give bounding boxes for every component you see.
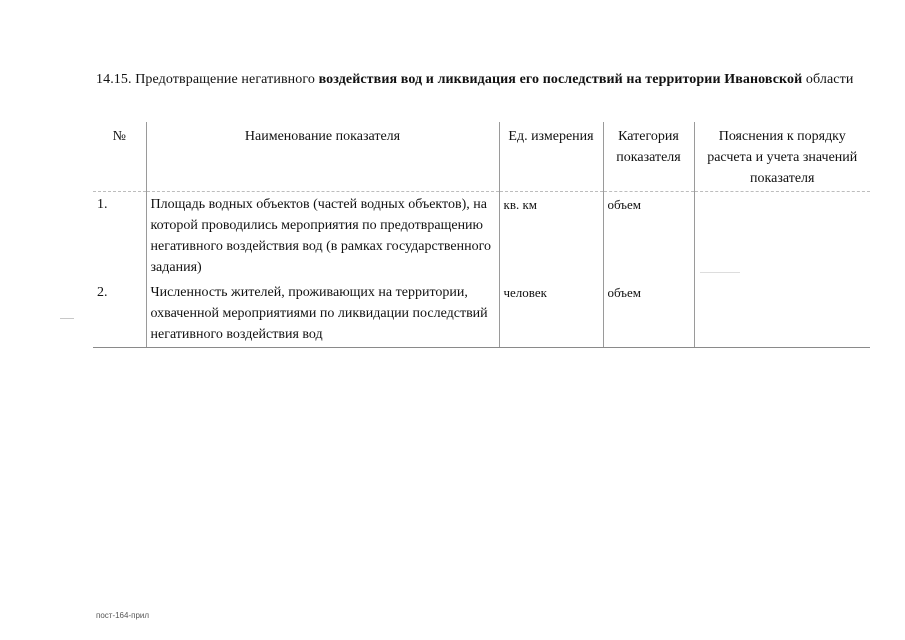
header-category: Категория показателя (603, 122, 694, 192)
row-num: 2. (93, 280, 146, 348)
section-number: 14.15. (96, 72, 132, 87)
header-name: Наименование показателя (146, 122, 499, 192)
row-name: Площадь водных объектов (частей водных объектов), на которой проводились мероприятия по предотвращению негативного воздействия вод (в рамках государственного задания) (146, 192, 499, 281)
row-num: 1. (97, 197, 108, 212)
row-unit: человек (499, 280, 603, 348)
scan-speck (700, 272, 740, 273)
scan-speck (60, 318, 74, 319)
row-name: Численность жителей, проживающих на территории, охваченной мероприятиями по ликвидации последствий негативного воздействия вод (146, 280, 499, 348)
row-explanation (694, 280, 870, 348)
table-row (93, 192, 870, 281)
table-row (93, 280, 870, 348)
section-title-bold: воздействия вод и ликвидация его последствий на территории Ивановской (318, 72, 803, 87)
indicators-table (93, 122, 870, 348)
row-unit: кв. км (499, 192, 603, 281)
row-category: объем (603, 280, 694, 348)
table-header-row (93, 122, 870, 192)
row-explanation (694, 192, 870, 281)
header-unit: Ед. измерения (499, 122, 603, 192)
section-title-normal: Предотвращение негативного (135, 72, 315, 87)
section-heading (96, 70, 868, 89)
section-title-tail: области (805, 72, 854, 87)
header-num: № (93, 122, 146, 192)
header-explanation: Пояснения к порядку расчета и учета значений показателя (694, 122, 870, 192)
document-code: пост-164-прил (96, 611, 150, 620)
row-category: объем (603, 192, 694, 281)
